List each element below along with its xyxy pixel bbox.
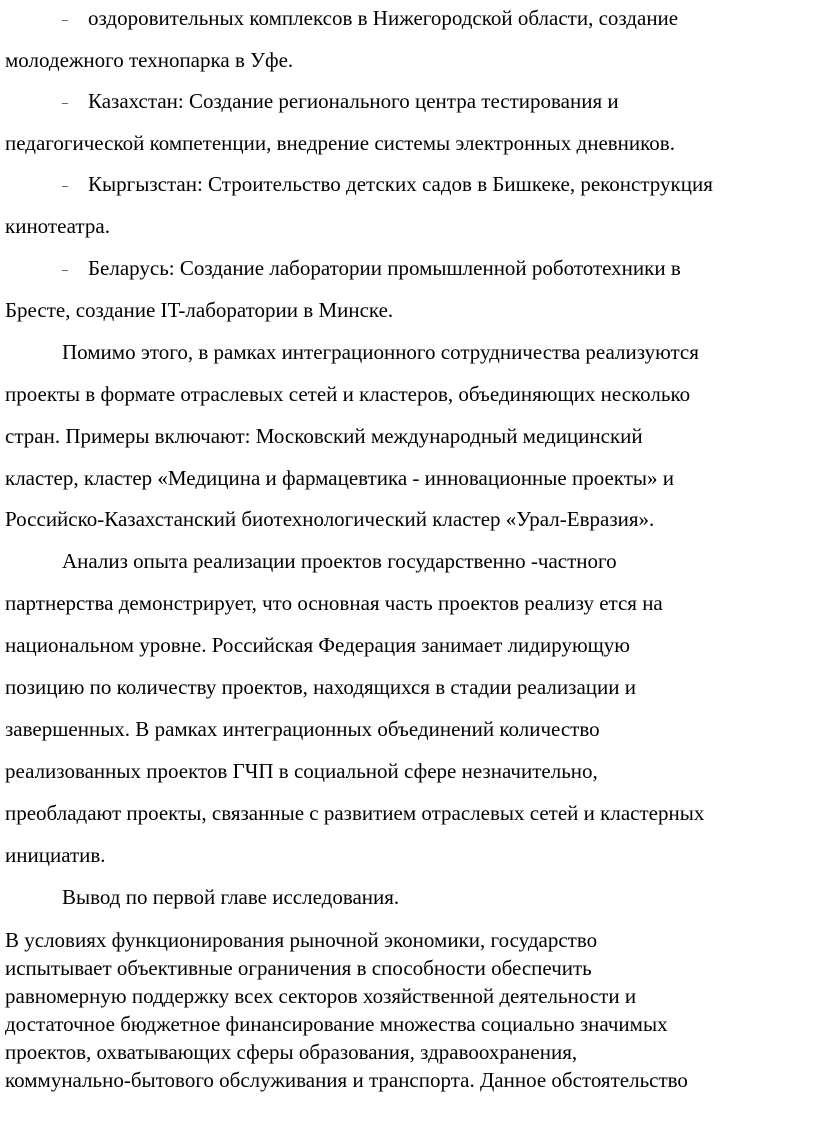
text-line: Кыргызстан: Строительство детских садов в Бишкеке, реконструкция bbox=[88, 172, 713, 196]
text-line-content: проектов, охватывающих сферы образования, здравоохранения, bbox=[5, 1040, 578, 1064]
text-line-content: преобладают проекты, связанные с развитием отраслевых сетей и кластерных bbox=[5, 801, 705, 825]
text-line-content: испытывает объективные ограничения в способности обеспечить bbox=[5, 956, 592, 980]
text-line-content: педагогической компетенции, внедрение системы электронных дневников. bbox=[5, 131, 675, 155]
text-line-content: партнерства демонстрирует, что основная часть проектов реализу ется на bbox=[5, 591, 663, 615]
text-line: Казахстан: Создание регионального центра тестирования и bbox=[88, 89, 619, 113]
text-line-content: стран. Примеры включают: Московский международный медицинский bbox=[5, 424, 643, 448]
text-line-content: кластер, кластер «Медицина и фармацевтика - инновационные проекты» и bbox=[5, 466, 674, 490]
text-line-content: Анализ опыта реализации проектов государственно -частного bbox=[62, 549, 617, 573]
text-line-content: кинотеатра. bbox=[5, 214, 110, 238]
text-line-content: молодежного технопарка в Уфе. bbox=[5, 48, 294, 72]
text-line-content: Вывод по первой главе исследования. bbox=[62, 885, 400, 909]
text-line-content: Помимо этого, в рамках интеграционного сотрудничества реализуются bbox=[62, 340, 699, 364]
bullet-dash: – bbox=[62, 262, 68, 276]
text-line-content: достаточное бюджетное финансирование множества социально значимых bbox=[5, 1012, 668, 1036]
bullet-dash: – bbox=[62, 178, 68, 192]
text-line-content: реализованных проектов ГЧП в социальной сфере незначительно, bbox=[5, 759, 598, 783]
text-line-content: позицию по количеству проектов, находящихся в стадии реализации и bbox=[5, 675, 636, 699]
text-line-content: Бресте, создание IT-лаборатории в Минске. bbox=[5, 298, 394, 322]
text-line-content: Российско-Казахстанский биотехнологический кластер «Урал-Евразия». bbox=[5, 507, 655, 531]
text-line-content: коммунально-бытового обслуживания и транспорта. Данное обстоятельство bbox=[5, 1068, 688, 1092]
text-line: Беларусь: Создание лаборатории промышленной робототехники в bbox=[88, 256, 681, 280]
text-line-content: завершенных. В рамках интеграционных объединений количество bbox=[5, 717, 600, 741]
text-line-content: инициатив. bbox=[5, 843, 106, 867]
text-line-content: проекты в формате отраслевых сетей и кластеров, объединяющих несколько bbox=[5, 382, 691, 406]
text-line: оздоровительных комплексов в Нижегородской области, создание bbox=[88, 6, 679, 30]
text-line-content: национальном уровне. Российская Федерация занимает лидирующую bbox=[5, 633, 630, 657]
bullet-dash: – bbox=[62, 12, 68, 26]
bullet-dash: – bbox=[62, 95, 68, 109]
text-line-content: В условиях функционирования рыночной экономики, государство bbox=[5, 928, 598, 952]
text-line-content: равномерную поддержку всех секторов хозяйственной деятельности и bbox=[5, 984, 637, 1008]
